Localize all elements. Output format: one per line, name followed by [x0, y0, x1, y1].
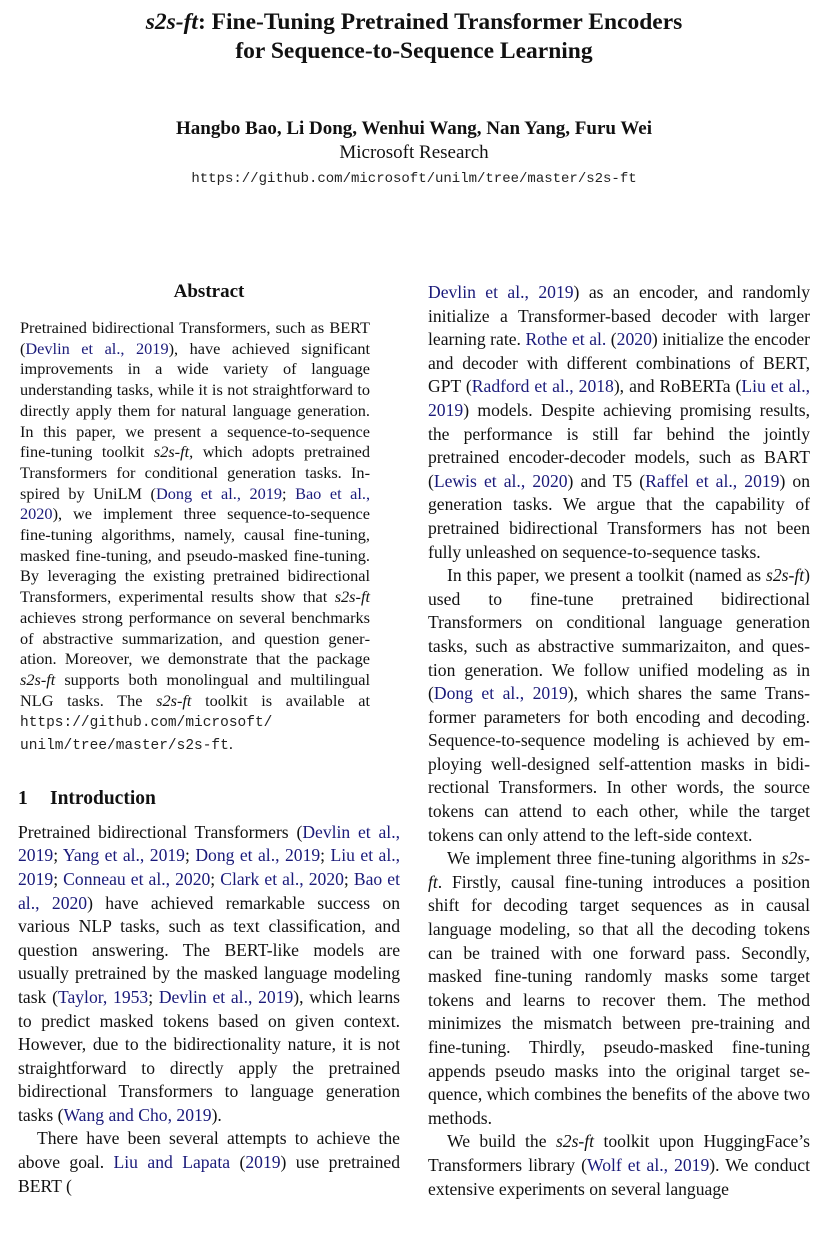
citation-link[interactable]: Liu and Lapata: [113, 1152, 231, 1173]
citation-link[interactable]: 2020: [616, 329, 652, 350]
citation-link[interactable]: Wang and Cho, 2019: [63, 1104, 212, 1125]
toolkit-name: s2s-ft: [20, 669, 56, 689]
citation-link[interactable]: Rothe et al.: [525, 329, 607, 350]
abstract-heading: Abstract: [173, 281, 245, 302]
toolkit-name: s2s-ft: [555, 1131, 595, 1152]
citation-link[interactable]: Devlin et al., 2019: [18, 821, 400, 866]
citation-link[interactable]: Wolf et al., 2019: [587, 1154, 710, 1175]
section-heading-introduction: [18, 787, 400, 811]
citation-link[interactable]: Liu et al., 2019: [18, 845, 401, 889]
title-line-2: for Sequence-to-Sequence Learning: [235, 38, 593, 64]
toolkit-name: s2s-ft: [153, 442, 190, 462]
citation-link[interactable]: Taylor, 1953: [57, 986, 149, 1007]
left-column: [18, 280, 400, 1198]
citation-link[interactable]: Bao et al., 2020: [20, 483, 371, 524]
citation-link[interactable]: Devlin et al., 2019: [158, 986, 294, 1007]
affiliation: Microsoft Research: [339, 142, 489, 163]
intro-paragraph-2-start: There have been several attempts to achieve the above goal. Liu and Lapata (2019) use pretrained BERT (: [18, 1128, 400, 1196]
abstract-body: Pretrained bidirectional Transformers, such as BERT (Devlin et al., 2019), have achieved significant improvements in a wide variety of language understanding tasks, while it is not straightforward to directly apply them for natural language generation. In this paper, we present a sequence-to-sequence fine-tuning toolkit s2s-ft, which adopts pretrained Transformers for conditional generation tasks. Inspired by UniLM (Dong et al., 2019; Bao et al., 2020), we implement three sequence-to-sequence fine-tuning algorithms, namely, causal fine-tuning, masked fine-tuning, and pseudo-masked fine-tuning. By leveraging the existing pretrained bidirectional Transformers, experimental results show that s2s-ft achieves strong performance on several benchmarks of abstractive summarization, and question generation. Moreover, we demonstrate that the package s2s-ft supports both monolingual and multilingual NLG tasks. The s2s-ft toolkit is available at https://github.com/microsoft/ unilm/tree/master/s2s-ft.: [20, 318, 371, 755]
author-list: Hangbo Bao, Li Dong, Wenhui Wang, Nan Yang, Furu Wei: [175, 118, 653, 139]
citation-link[interactable]: Conneau et al., 2020: [63, 868, 211, 889]
intro-paragraph-1: Pretrained bidirectional Transformers (Devlin et al., 2019; Yang et al., 2019; Dong et al., 2019; Liu et al., 2019; Conneau et al., 2020; Clark et al., 2020; Bao et al., 2020) have achieved remarkable success on various NLP tasks, such as text classification, and question answering. The BERT-like models are usually pretrained by the masked language modeling task (Taylor, 1953; Devlin et al., 2019), which learns to predict masked tokens based on given context. However, due to the bidirectionality nature, it is not straightforward to directly apply the pretrained bidirectional Transformers to language generation tasks (Wang and Cho, 2019).: [18, 821, 401, 1125]
citation-link[interactable]: Bao et al., 2020: [18, 868, 400, 913]
section-title: Introduction: [50, 787, 156, 809]
citation-link[interactable]: 2019: [245, 1152, 281, 1173]
citation-link[interactable]: Devlin et al., 2019: [25, 338, 169, 358]
paper-title: [0, 8, 828, 66]
citation-link[interactable]: Liu et al., 2019: [428, 376, 811, 420]
citation-link[interactable]: Raffel et al., 2019: [645, 470, 780, 491]
citation-link[interactable]: Radford et al., 2018: [471, 376, 614, 397]
citation-link[interactable]: Lewis et al., 2020: [433, 470, 568, 491]
citation-link[interactable]: Dong et al., 2019: [433, 683, 568, 704]
citation-link[interactable]: Dong et al., 2019: [155, 483, 282, 503]
toolkit-name: s2s-ft: [156, 690, 192, 710]
toolkit-name: s2s-ft: [428, 848, 810, 892]
intro-paragraph-5: We build the s2s-ft toolkit upon HuggingFace’s Transformers library (Wolf et al., 2019). We conduct extensive experiments on several language: [428, 1131, 810, 1199]
right-column: [428, 281, 810, 1201]
intro-paragraph-2-cont: Devlin et al., 2019) as an encoder, and randomly initialize a Transformer-based decoder with larger learning rate. Rothe et al. (2020) initialize the encoder and decoder with different combinations of BERT, GPT (Radford et al., 2018), and RoBERTa (Liu et al., 2019) models. Despite achieving promising results, the performance is still far behind the jointly pretrained encoder-decoder models, such as BART (Lewis et al., 2020) and T5 (Raffel et al., 2019) on generation tasks. We argue that the capability of pretrained bidirectional Transformers has not been fully unleashed on sequence-to-sequence tasks.: [428, 282, 811, 562]
citation-link[interactable]: Yang et al., 2019: [62, 845, 185, 866]
citation-link[interactable]: Clark et al., 2020: [220, 868, 344, 889]
citation-link[interactable]: Dong et al., 2019: [195, 845, 321, 866]
project-url[interactable]: https://github.com/microsoft/unilm/tree/master/s2s-ft: [191, 171, 637, 187]
toolkit-name: s2s-ft: [334, 587, 370, 607]
citation-link[interactable]: Devlin et al., 2019: [428, 282, 574, 302]
intro-paragraph-3: In this paper, we present a toolkit (named as s2s-ft) used to fine-tune pretrained bidirectional Transformers on conditional language generation tasks, such as abstractive summarizaiton, and question generation. We follow unified modeling as in (Dong et al., 2019), which shares the same Transformer parameters for both encoding and decoding. Sequence-to-sequence modeling is achieved by employing well-designed self-attention masks in bidirectional Transformers. In other words, the source tokens can attend to each other, while the target tokens can only attend to the left-side context.: [428, 565, 810, 845]
toolkit-name: s2s-ft: [766, 565, 805, 586]
section-number: 1: [18, 787, 28, 809]
abstract-url-link[interactable]: https://github.com/microsoft/ unilm/tree/master/s2s-ft: [20, 715, 273, 755]
intro-paragraph-4: We implement three fine-tuning algorithms in s2s-ft. Firstly, causal fine-tuning introduces a position shift for decoding target sequences as in causal language modeling, so that all the decoding tokens can be trained with one forward pass. Secondly, masked fine-tuning randomly masks some target tokens and learns to recover them. The method minimizes the mismatch between pre-training and fine-tuning. Thirdly, pseudo-masked fine-tuning appends pseudo masks into the original target sequence, which combines the benefits of the above two methods.: [428, 848, 810, 1128]
title-line-1: s2s-ft: Fine-Tuning Pretrained Transformer Encoders: [145, 9, 683, 35]
title-toolkit-name: s2s-ft: [145, 9, 198, 35]
